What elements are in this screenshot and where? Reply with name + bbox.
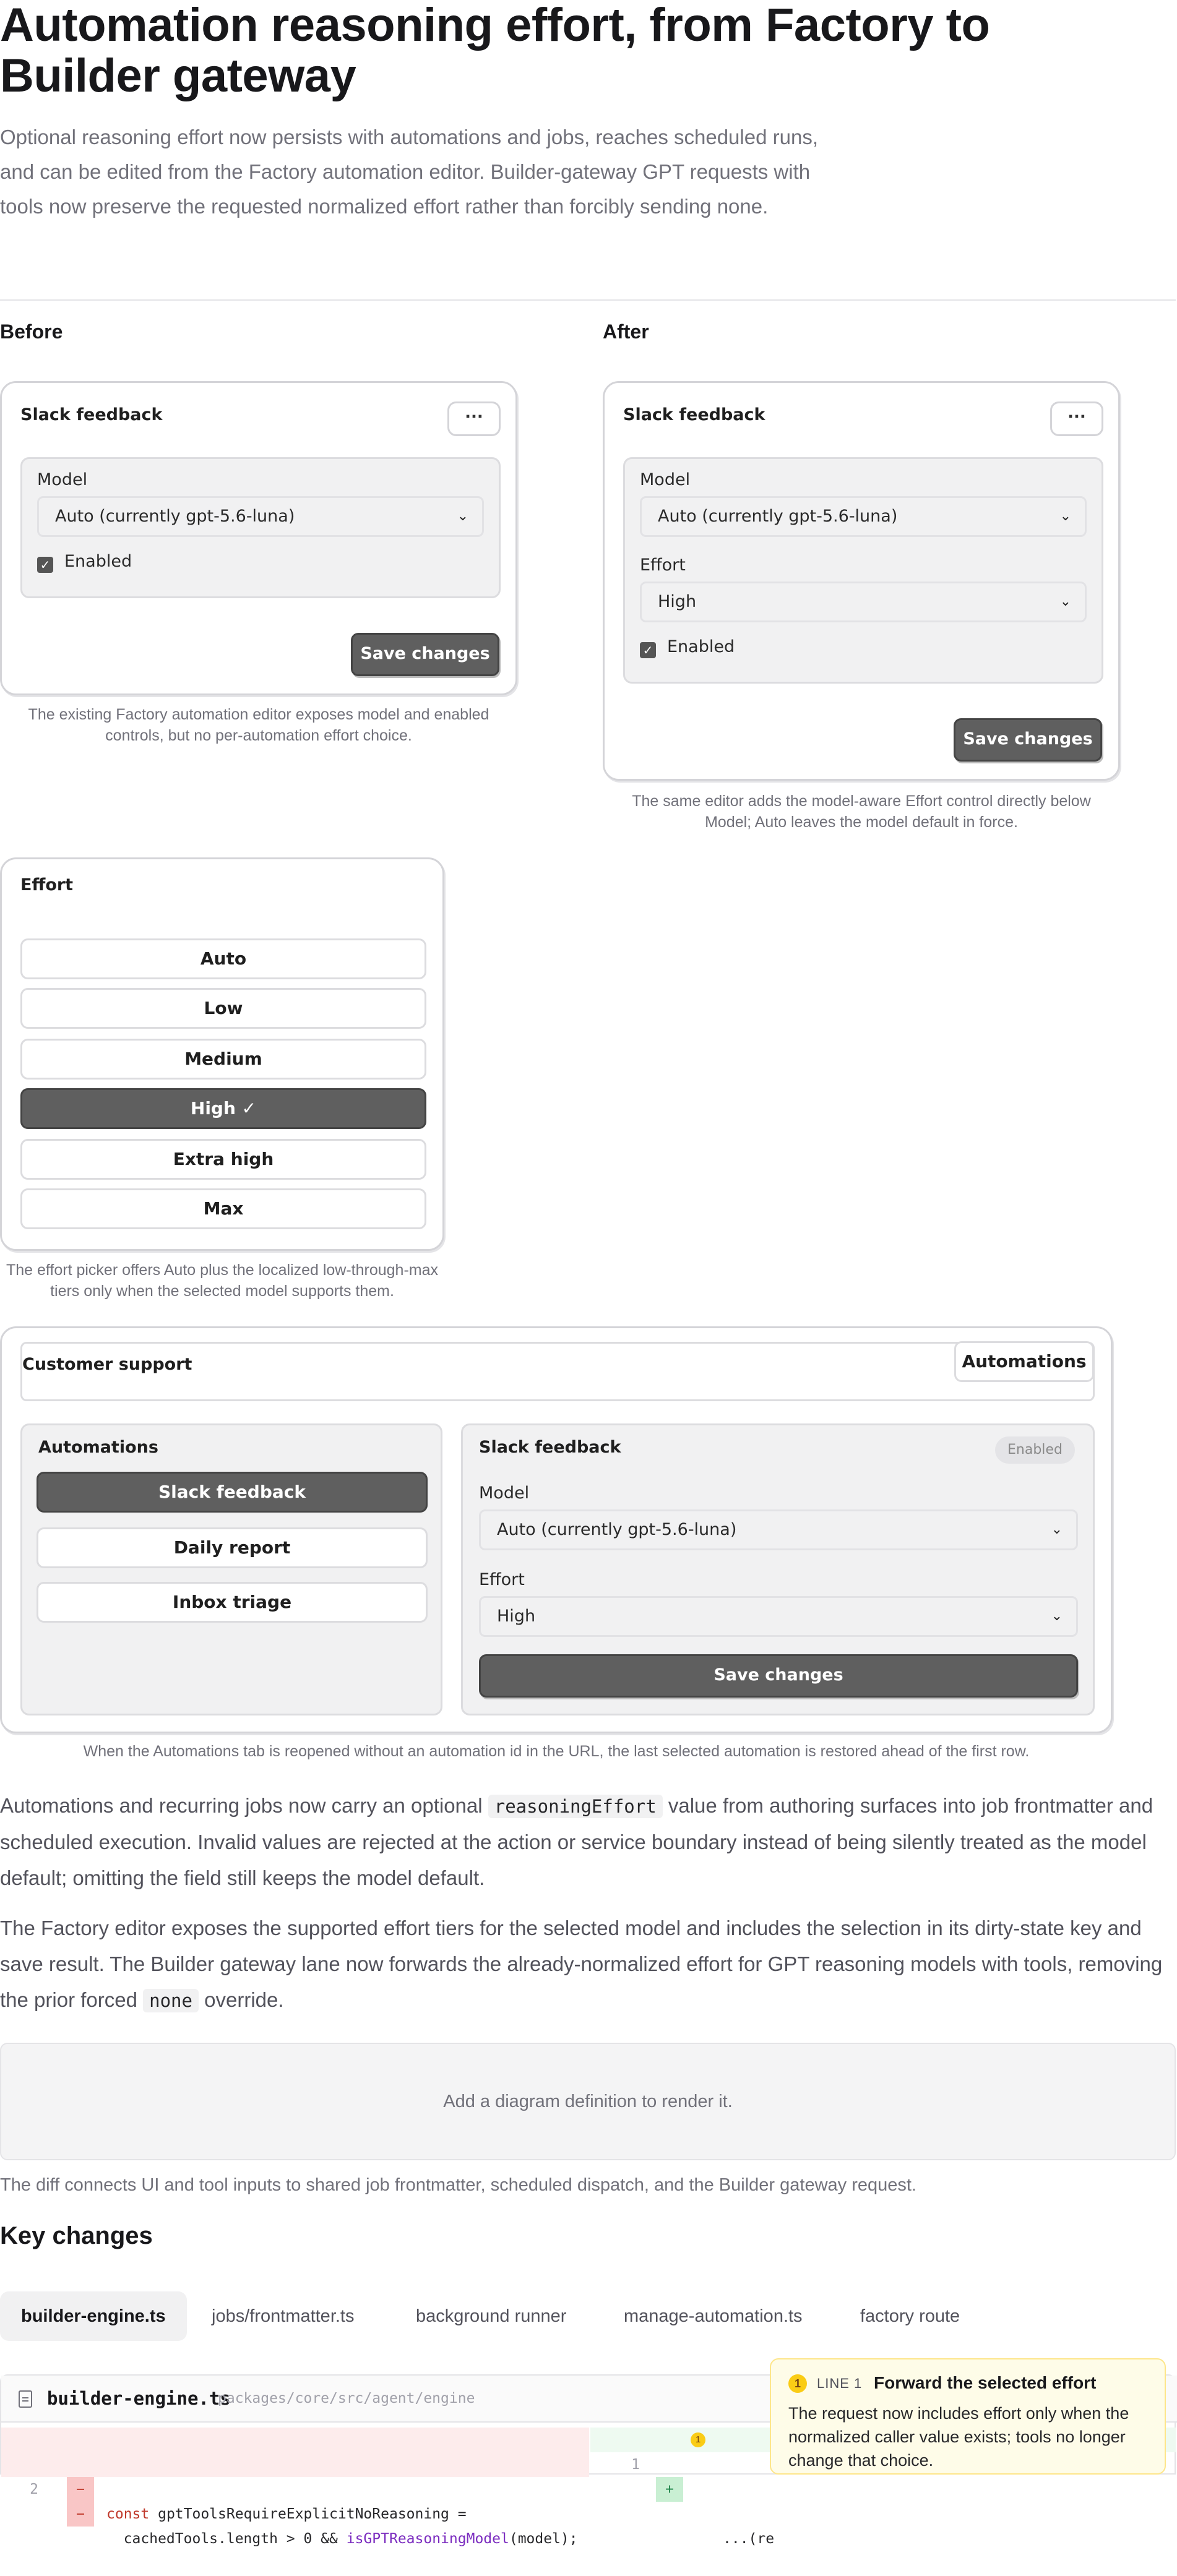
note-number: 1 — [788, 2374, 807, 2393]
diff-file-path: packages/core/src/agent/engine — [218, 2390, 475, 2406]
after-save-button[interactable]: Save changes — [954, 718, 1102, 762]
effort-option-auto[interactable]: Auto — [20, 938, 426, 979]
diagram-caption: The diff connects UI and tool inputs to shared job frontmatter, scheduled dispatch, and the Builder gateway request. — [0, 2175, 916, 2195]
detail-save-button[interactable]: Save changes — [479, 1654, 1078, 1698]
after-label: After — [603, 320, 649, 343]
detail-effort-value: High — [497, 1607, 536, 1626]
before-label: Before — [0, 320, 63, 343]
workspace-card — [0, 1326, 1113, 1733]
diagram-placeholder: Add a diagram definition to render it. — [0, 2043, 1176, 2160]
automation-detail-panel — [461, 1423, 1095, 1715]
before-model-label: Model — [37, 470, 88, 489]
automation-list-title: Automations — [38, 1438, 158, 1457]
check-icon[interactable]: ✓ — [37, 557, 53, 573]
before-caption: The existing Factory automation editor exposes model and enabled controls, but no per-automation effort choice. — [28, 706, 489, 744]
workspace-title: Customer support — [22, 1355, 192, 1374]
note-kicker: LINE 1 — [817, 2376, 863, 2391]
key-changes-heading: Key changes — [0, 2222, 153, 2249]
detail-title: Slack feedback — [479, 1438, 621, 1457]
effort-option-extra-high[interactable]: Extra high — [20, 1139, 426, 1180]
before-settings-panel — [20, 457, 501, 598]
tab-factory-route[interactable]: factory route — [860, 2306, 960, 2326]
automation-list-panel — [20, 1423, 442, 1715]
effort-picker-caption: The effort picker offers Auto plus the localized low-through-max tiers only when the selected model supports them. — [6, 1261, 439, 1300]
automation-item-inbox-triage[interactable]: Inbox triage — [37, 1582, 428, 1623]
line-number: 2 — [30, 2481, 38, 2497]
after-enabled-label: Enabled — [667, 637, 735, 656]
detail-effort-label: Effort — [479, 1570, 525, 1589]
after-enabled-row[interactable] — [640, 637, 735, 658]
chevron-down-icon: ⌄ — [1059, 509, 1071, 524]
after-card-title: Slack feedback — [623, 405, 765, 424]
chevron-down-icon: ⌄ — [1051, 1522, 1063, 1537]
note-title: Forward the selected effort — [874, 2373, 1097, 2392]
tab-manage-automation[interactable]: manage-automation.ts — [624, 2306, 803, 2326]
diff-left-line-1 — [1, 2428, 589, 2522]
body-paragraph-2 — [0, 1910, 1176, 2019]
reasoning-effort-code: reasoningEffort — [488, 1795, 663, 1818]
after-effort-value: High — [658, 592, 697, 611]
effort-option-high[interactable]: High ✓ — [20, 1088, 426, 1129]
tab-automations[interactable]: Automations — [954, 1341, 1094, 1382]
file-icon — [19, 2390, 32, 2408]
page-title: Automation reasoning effort, from Factory to Builder gateway — [0, 0, 990, 102]
status-badge: Enabled — [995, 1436, 1075, 1464]
chevron-down-icon: ⌄ — [1051, 1608, 1063, 1624]
diff-file-name: builder-engine.ts — [47, 2388, 231, 2409]
before-menu-button[interactable]: ··· — [447, 401, 501, 436]
before-save-button[interactable]: Save changes — [351, 633, 499, 676]
chevron-down-icon: ⌄ — [1059, 594, 1071, 609]
after-caption: The same editor adds the model-aware Effort control directly below Model; Auto leaves the model default in force. — [632, 792, 1091, 831]
workspace-caption: When the Automations tab is reopened without an automation id in the URL, the last selected automation is restored ahead of the first row. — [83, 1743, 1030, 1760]
tab-builder-engine[interactable]: builder-engine.ts — [0, 2291, 187, 2341]
after-settings-panel — [623, 457, 1103, 684]
tab-background-runner[interactable]: background runner — [416, 2306, 567, 2326]
after-card — [603, 381, 1120, 781]
none-code: none — [143, 1989, 199, 2012]
after-effort-label: Effort — [640, 556, 686, 575]
chevron-down-icon: ⌄ — [457, 509, 468, 524]
after-model-value: Auto (currently gpt-5.6-luna) — [658, 507, 898, 526]
effort-option-max[interactable]: Max — [20, 1188, 426, 1229]
before-model-value: Auto (currently gpt-5.6-luna) — [55, 507, 295, 526]
minus-icon: − — [67, 2477, 94, 2502]
before-card-title: Slack feedback — [20, 405, 163, 424]
after-model-label: Model — [640, 470, 691, 489]
after-effort-select[interactable] — [640, 582, 1087, 622]
after-menu-button[interactable]: ··· — [1050, 401, 1103, 436]
tab-jobs-frontmatter[interactable]: jobs/frontmatter.ts — [212, 2306, 355, 2326]
note-body: The request now includes effort only when the normalized caller value exists; tools no longer change that choice. — [788, 2404, 1129, 2470]
workspace-header — [20, 1342, 1095, 1401]
after-model-select[interactable] — [640, 496, 1087, 537]
divider — [0, 299, 1176, 301]
minus-icon: − — [67, 2502, 94, 2527]
detail-model-select[interactable] — [479, 1509, 1078, 1550]
body-p1-text-b: value from authoring surfaces into job frontmatter and scheduled execution. Invalid values are rejected at the action or service boundary instead of being silently treated as the model default; omitting the field still keeps the model default. — [0, 1794, 1153, 1889]
check-icon[interactable]: ✓ — [640, 642, 656, 658]
before-enabled-label: Enabled — [64, 552, 132, 571]
body-paragraph-1 — [0, 1788, 1176, 1896]
diff-code: const gptToolsRequireExplicitNoReasoning = — [106, 2506, 467, 2522]
diff-code: cachedTools.length > 0 && isGPTReasoningModel(model); — [106, 2531, 578, 2547]
effort-picker-card — [0, 857, 444, 1251]
detail-effort-select[interactable] — [479, 1596, 1078, 1637]
body-p2-text-a: The Factory editor exposes the supported effort tiers for the selected model and includes the selection in its dirty-state key and save result. The Builder gateway lane now forwards the already-normalized effort for GPT reasoning models with tools, removing the prior forced — [0, 1917, 1163, 2011]
automation-item-daily-report[interactable]: Daily report — [37, 1527, 428, 1568]
annotation-note — [770, 2358, 1166, 2475]
before-model-select[interactable] — [37, 496, 484, 537]
automation-item-slack-feedback[interactable]: Slack feedback — [37, 1472, 428, 1513]
before-enabled-row[interactable] — [37, 552, 132, 573]
annotation-marker[interactable]: 1 — [691, 2432, 705, 2447]
body-p2-text-b: override. — [198, 1988, 284, 2011]
plus-icon: + — [656, 2477, 683, 2502]
detail-model-label: Model — [479, 1483, 530, 1503]
line-number: 1 — [631, 2457, 640, 2473]
body-p1-text-a: Automations and recurring jobs now carry an optional — [0, 1794, 488, 1817]
diff-code: ...(re — [723, 2531, 775, 2547]
page-intro: Optional reasoning effort now persists with automations and jobs, reaches scheduled runs, and can be edited from the Factory automation editor. Builder-gateway GPT requests with tools now preserve the requested normalized effort rather than forcibly sending none. — [0, 126, 818, 218]
before-card — [0, 381, 517, 695]
effort-option-medium[interactable]: Medium — [20, 1039, 426, 1080]
detail-model-value: Auto (currently gpt-5.6-luna) — [497, 1520, 737, 1539]
effort-picker-title: Effort — [20, 875, 74, 895]
effort-option-low[interactable]: Low — [20, 988, 426, 1029]
